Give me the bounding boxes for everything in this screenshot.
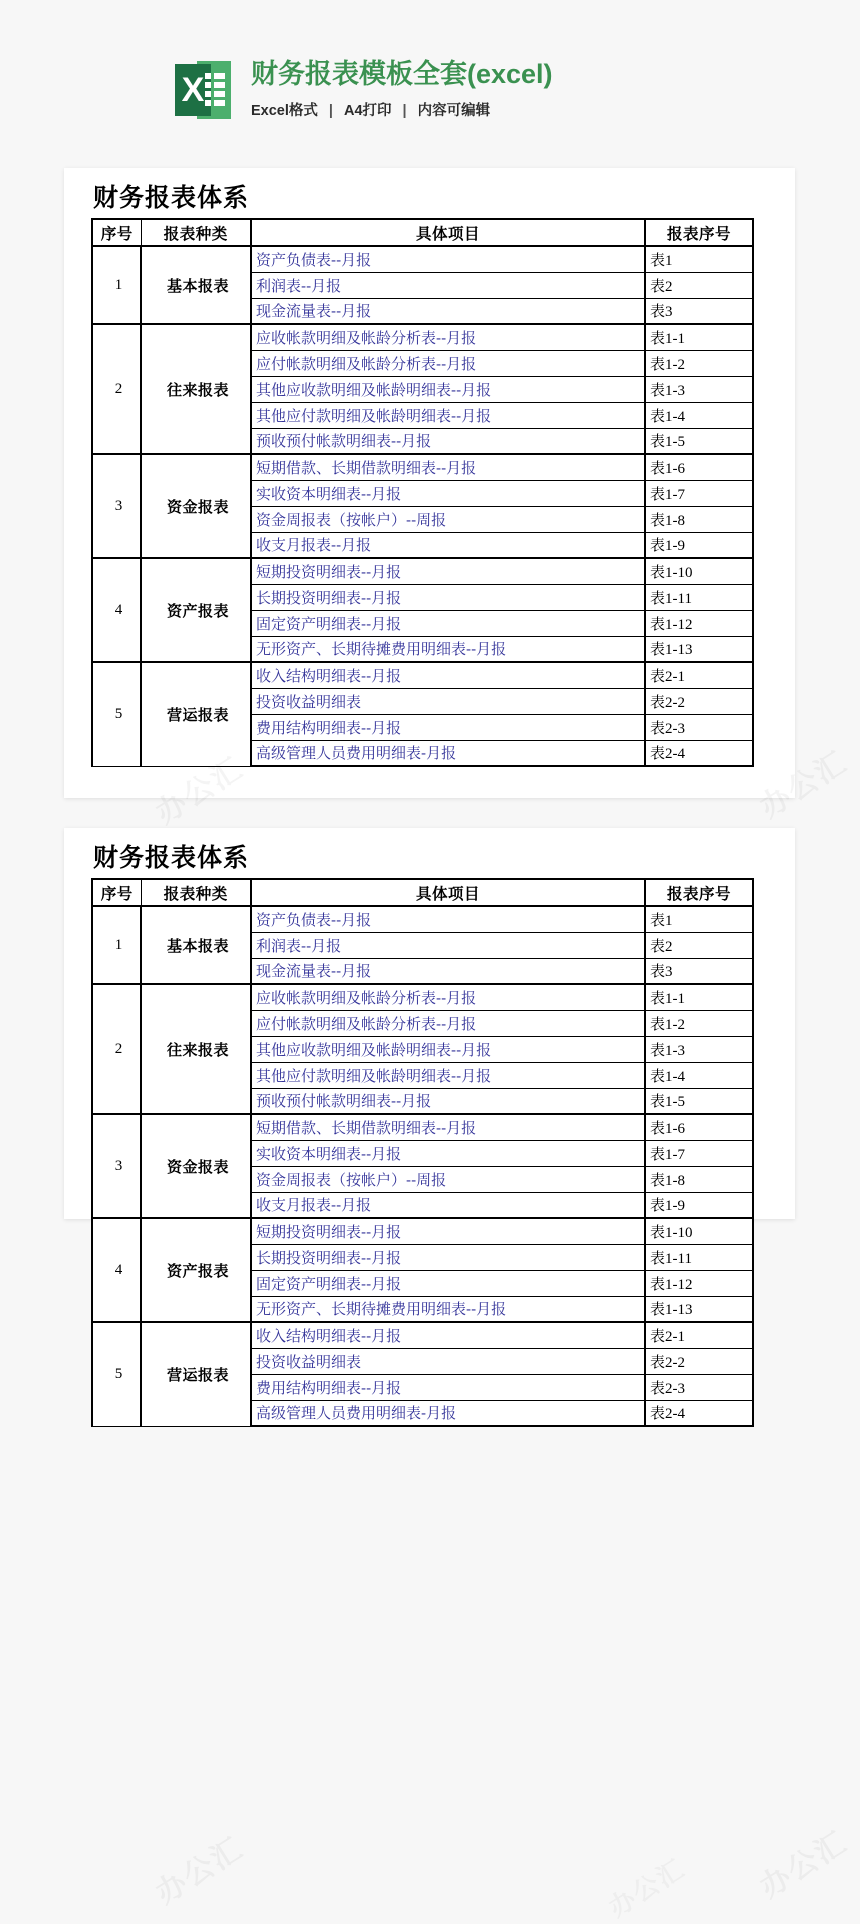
cell-seq: 表3 <box>645 298 753 324</box>
cell-seq: 表2-2 <box>645 1348 753 1374</box>
cell-seq: 表1-6 <box>645 1114 753 1140</box>
cell-group-no: 2 <box>92 984 141 1114</box>
col-header-item: 具体项目 <box>251 219 645 246</box>
cell-seq: 表1-12 <box>645 1270 753 1296</box>
cell-item: 高级管理人员费用明细表-月报 <box>251 1400 645 1426</box>
financial-report-table <box>91 878 754 1427</box>
table-row <box>92 324 753 350</box>
table-header-row <box>92 879 753 906</box>
logo-grid-icon <box>205 73 225 107</box>
table-row <box>92 246 753 272</box>
cell-item: 长期投资明细表--月报 <box>251 584 645 610</box>
cell-item: 预收预付帐款明细表--月报 <box>251 1088 645 1114</box>
cell-group-kind: 营运报表 <box>141 1322 251 1426</box>
cell-seq: 表2-4 <box>645 740 753 766</box>
cell-item: 固定资产明细表--月报 <box>251 610 645 636</box>
cell-item: 实收资本明细表--月报 <box>251 1140 645 1166</box>
cell-seq: 表1 <box>645 906 753 932</box>
cell-item: 高级管理人员费用明细表-月报 <box>251 740 645 766</box>
cell-seq: 表2-3 <box>645 714 753 740</box>
cell-seq: 表1-13 <box>645 1296 753 1322</box>
cell-seq: 表2 <box>645 272 753 298</box>
cell-seq: 表1-3 <box>645 1036 753 1062</box>
cell-item: 短期借款、长期借款明细表--月报 <box>251 1114 645 1140</box>
table-header <box>92 219 753 246</box>
cell-seq: 表2-4 <box>645 1400 753 1426</box>
cell-item: 资产负债表--月报 <box>251 246 645 272</box>
cell-seq: 表1-5 <box>645 1088 753 1114</box>
col-header-seq: 报表序号 <box>645 879 753 906</box>
cell-item: 收入结构明细表--月报 <box>251 1322 645 1348</box>
header-text-block <box>251 58 553 120</box>
cell-seq: 表1-13 <box>645 636 753 662</box>
cell-seq: 表1-10 <box>645 558 753 584</box>
watermark <box>750 1818 855 1906</box>
cell-seq: 表1-7 <box>645 480 753 506</box>
cell-group-no: 1 <box>92 246 141 324</box>
table-row <box>92 662 753 688</box>
col-header-no: 序号 <box>92 219 141 246</box>
table-row <box>92 984 753 1010</box>
logo-letter: X <box>181 71 205 109</box>
cell-group-no: 4 <box>92 1218 141 1322</box>
table-header <box>92 879 753 906</box>
cell-seq: 表1-1 <box>645 984 753 1010</box>
table-body <box>92 906 753 1426</box>
table-row <box>92 1322 753 1348</box>
cell-item: 投资收益明细表 <box>251 1348 645 1374</box>
cell-seq: 表1-11 <box>645 584 753 610</box>
table-row <box>92 454 753 480</box>
table-body <box>92 246 753 766</box>
cell-group-no: 3 <box>92 454 141 558</box>
cell-seq: 表1-2 <box>645 1010 753 1036</box>
cell-seq: 表2 <box>645 932 753 958</box>
document-meta <box>251 102 553 120</box>
cell-item: 资产负债表--月报 <box>251 906 645 932</box>
cell-item: 费用结构明细表--月报 <box>251 1374 645 1400</box>
document-page-1 <box>64 168 795 798</box>
cell-group-no: 4 <box>92 558 141 662</box>
document-page-2 <box>64 828 795 1423</box>
meta-print: A4打印 <box>343 103 392 119</box>
excel-file-icon <box>175 61 231 119</box>
cell-group-no: 5 <box>92 1322 141 1426</box>
col-header-seq: 报表序号 <box>645 219 753 246</box>
cell-item: 短期借款、长期借款明细表--月报 <box>251 454 645 480</box>
cell-group-kind: 基本报表 <box>141 906 251 984</box>
table-header-row <box>92 219 753 246</box>
cell-group-no: 3 <box>92 1114 141 1218</box>
cell-item: 无形资产、长期待摊费用明细表--月报 <box>251 1296 645 1322</box>
cell-group-kind: 资产报表 <box>141 1218 251 1322</box>
sheet-1 <box>64 168 795 767</box>
cell-item: 其他应付款明细及帐龄明细表--月报 <box>251 402 645 428</box>
cell-seq: 表2-2 <box>645 688 753 714</box>
cell-seq: 表1-8 <box>645 506 753 532</box>
cell-item: 收支月报表--月报 <box>251 1192 645 1218</box>
col-header-kind: 报表种类 <box>141 879 251 906</box>
cell-seq: 表1-9 <box>645 1192 753 1218</box>
cell-group-kind: 基本报表 <box>141 246 251 324</box>
watermark <box>601 1849 692 1924</box>
cell-item: 收支月报表--月报 <box>251 532 645 558</box>
cell-item: 长期投资明细表--月报 <box>251 1244 645 1270</box>
cell-item: 应付帐款明细及帐龄分析表--月报 <box>251 1010 645 1036</box>
cell-item: 费用结构明细表--月报 <box>251 714 645 740</box>
cell-item: 现金流量表--月报 <box>251 298 645 324</box>
meta-separator-2: | <box>402 103 407 119</box>
table-row <box>92 1114 753 1140</box>
cell-seq: 表1-1 <box>645 324 753 350</box>
cell-seq: 表1 <box>645 246 753 272</box>
cell-group-kind: 往来报表 <box>141 984 251 1114</box>
cell-item: 应收帐款明细及帐龄分析表--月报 <box>251 324 645 350</box>
col-header-kind: 报表种类 <box>141 219 251 246</box>
cell-group-kind: 资金报表 <box>141 454 251 558</box>
table-row <box>92 1218 753 1244</box>
cell-item: 其他应付款明细及帐龄明细表--月报 <box>251 1062 645 1088</box>
cell-group-kind: 往来报表 <box>141 324 251 454</box>
meta-editable: 内容可编辑 <box>417 103 491 119</box>
cell-item: 资金周报表（按帐户）--周报 <box>251 506 645 532</box>
meta-format: Excel格式 <box>251 103 318 119</box>
cell-item: 应收帐款明细及帐龄分析表--月报 <box>251 984 645 1010</box>
sheet-title: 财务报表体系 <box>93 843 250 872</box>
col-header-item: 具体项目 <box>251 879 645 906</box>
cell-item: 现金流量表--月报 <box>251 958 645 984</box>
cell-seq: 表2-3 <box>645 1374 753 1400</box>
table-row <box>92 906 753 932</box>
cell-seq: 表1-8 <box>645 1166 753 1192</box>
cell-seq: 表3 <box>645 958 753 984</box>
cell-seq: 表1-4 <box>645 1062 753 1088</box>
cell-item: 投资收益明细表 <box>251 688 645 714</box>
watermark <box>146 1824 251 1912</box>
cell-seq: 表1-2 <box>645 350 753 376</box>
table-row <box>92 558 753 584</box>
cell-group-no: 5 <box>92 662 141 766</box>
cell-seq: 表1-4 <box>645 402 753 428</box>
cell-item: 短期投资明细表--月报 <box>251 558 645 584</box>
sheet-title: 财务报表体系 <box>93 183 250 212</box>
cell-seq: 表1-12 <box>645 610 753 636</box>
cell-group-no: 1 <box>92 906 141 984</box>
cell-group-no: 2 <box>92 324 141 454</box>
cell-item: 短期投资明细表--月报 <box>251 1218 645 1244</box>
cell-item: 预收预付帐款明细表--月报 <box>251 428 645 454</box>
cell-seq: 表1-5 <box>645 428 753 454</box>
cell-seq: 表1-3 <box>645 376 753 402</box>
cell-group-kind: 营运报表 <box>141 662 251 766</box>
cell-group-kind: 资金报表 <box>141 1114 251 1218</box>
cell-seq: 表1-9 <box>645 532 753 558</box>
cell-item: 其他应收款明细及帐龄明细表--月报 <box>251 376 645 402</box>
cell-item: 应付帐款明细及帐龄分析表--月报 <box>251 350 645 376</box>
cell-item: 固定资产明细表--月报 <box>251 1270 645 1296</box>
cell-seq: 表1-7 <box>645 1140 753 1166</box>
cell-item: 收入结构明细表--月报 <box>251 662 645 688</box>
cell-seq: 表2-1 <box>645 662 753 688</box>
cell-item: 资金周报表（按帐户）--周报 <box>251 1166 645 1192</box>
document-header <box>0 0 860 152</box>
cell-seq: 表1-11 <box>645 1244 753 1270</box>
cell-seq: 表1-6 <box>645 454 753 480</box>
cell-item: 利润表--月报 <box>251 272 645 298</box>
cell-seq: 表2-1 <box>645 1322 753 1348</box>
meta-separator-1: | <box>328 103 333 119</box>
page-title: 财务报表模板全套(excel) <box>251 59 553 89</box>
cell-seq: 表1-10 <box>645 1218 753 1244</box>
cell-group-kind: 资产报表 <box>141 558 251 662</box>
cell-item: 其他应收款明细及帐龄明细表--月报 <box>251 1036 645 1062</box>
cell-item: 无形资产、长期待摊费用明细表--月报 <box>251 636 645 662</box>
cell-item: 利润表--月报 <box>251 932 645 958</box>
sheet-2 <box>64 828 795 1427</box>
financial-report-table <box>91 218 754 767</box>
col-header-no: 序号 <box>92 879 141 906</box>
cell-item: 实收资本明细表--月报 <box>251 480 645 506</box>
